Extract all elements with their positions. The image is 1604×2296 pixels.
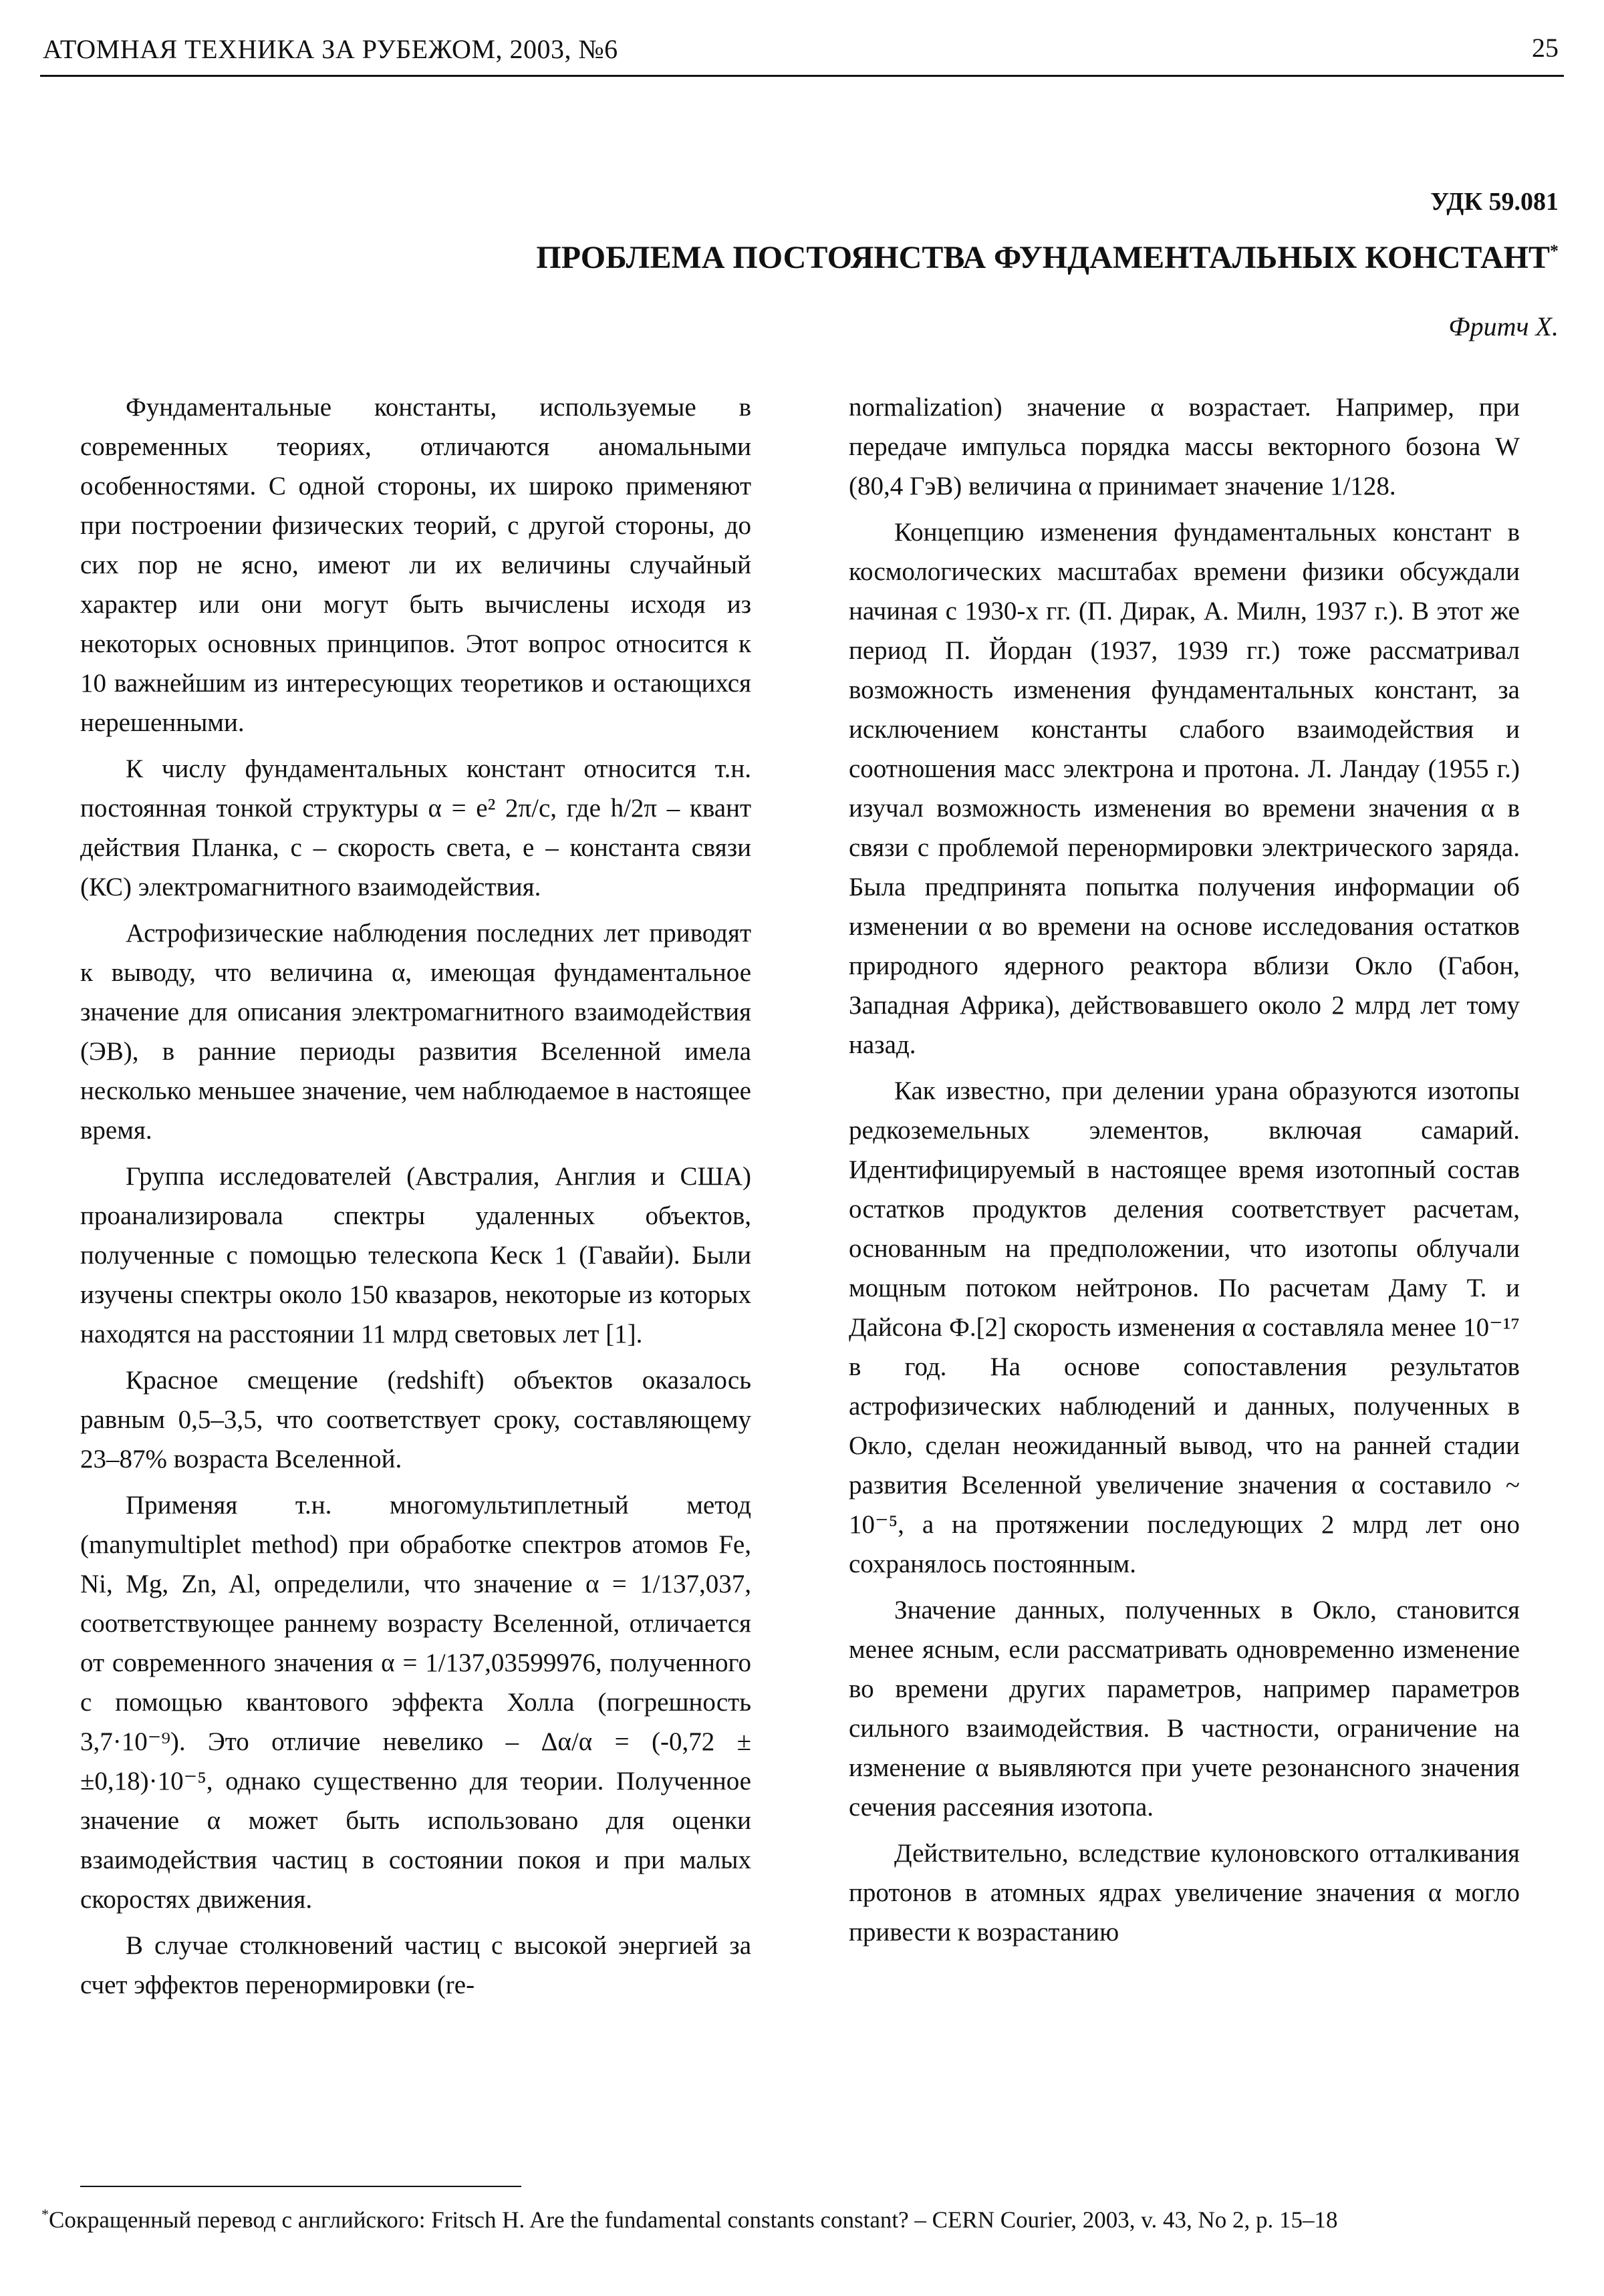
footnote [41,2198,1539,2237]
paragraph: Значение данных, полученных в Окло, становится менее ясным, если рассматривать одновременно изменение во времени других параметров, например параметров сильного взаимодействия. В частности, ограничение на изменение α выявляются при учете резонансного значения сечения рассеяния изотопа. [849,1596,1520,1822]
article-author: Фритч Х. [1448,311,1559,341]
udk-code: УДК 59.081 [1430,188,1559,216]
paragraph: В случае столкновений частиц с высокой энергией за счет эффектов перенормировки (re- [80,1931,751,1999]
paragraph: Применяя т.н. многомультиплетный метод (manymultiplet method) при обработке спектров атомов Fe, Ni, Mg, Zn, Al, определили, что значение α = 1/137,037, соответствующее раннему возрасту Вселенной, отличается от современного значения α = 1/137,03599976, полученного с помощью квантового эффекта Холла (погрешность 3,7·10⁻⁹). Это отличие невелико – Δα/α = (-0,72 ± ±0,18)·10⁻⁵, однако существенно для теории. Полученное значение α может быть использовано для оценки взаимодействия частиц в состоянии покоя и при малых скоростях движения. [80,1491,751,1914]
article-title-text: ПРОБЛЕМА ПОСТОЯНСТВА ФУНДАМЕНТАЛЬНЫХ КОНСТАНТ [536,240,1550,275]
header-divider [40,75,1564,77]
paragraph: normalization) значение α возрастает. Например, при передаче импульса порядка массы векторного бозона W (80,4 ГэВ) величина α принимает значение 1/128. [849,393,1520,500]
right-column [849,388,1520,1959]
paragraph: Концепцию изменения фундаментальных констант в космологических масштабах времени физики обсуждали начиная с 1930-х гг. (П. Дирак, А. Милн, 1937 г.). В этот же период П. Йордан (1937, 1939 гг.) тоже рассматривал возможность изменения фундаментальных констант, за исключением константы слабого взаимодействия и соотношения масс электрона и протона. Л. Ландау (1955 г.) изучал возможность изменения во времени значения α в связи с проблемой перенормировки электрического заряда. Была предпринята попытка получения информации об изменении α во времени на основе исследования остатков природного ядерного реактора вблизи Окло (Габон, Западная Африка), действовавшего около 2 млрд лет тому назад. [849,518,1520,1059]
paragraph: Фундаментальные константы, используемые в современных теориях, отличаются аномальными особенностями. С одной стороны, их широко применяют при построении физических теорий, с другой стороны, до сих пор не ясно, имеют ли их величины случайный характер или они могут быть вычислены исходя из некоторых основных принципов. Этот вопрос относится к 10 важнейшим из интересующих теоретиков и остающихся нерешенными. [80,393,751,737]
footnote-divider [80,2186,521,2187]
paragraph: К числу фундаментальных констант относится т.н. постоянная тонкой структуры α = e² 2π/c, где h/2π – квант действия Планка, c – скорость света, e – константа связи (КС) электромагнитного взаимодействия. [80,754,751,901]
title-footnote-mark: * [1550,241,1559,261]
paragraph: Действительно, вследствие кулоновского отталкивания протонов в атомных ядрах увеличение значения α могло привести к возрастанию [849,1839,1520,1947]
page-number: 25 [1532,33,1559,63]
paragraph: Как известно, при делении урана образуются изотопы редкоземельных элементов, включая самарий. Идентифицируемый в настоящее время изотопный состав остатков продуктов деления соответствует расчетам, основанным на предположении, что изотопы облучали мощным потоком нейтронов. По расчетам Даму Т. и Дайсона Ф.[2] скорость изменения α составляла менее 10⁻¹⁷ в год. На основе сопоставления результатов астрофизических наблюдений и данных, полученных в Окло, сделан неожиданный вывод, что на ранней стадии развития Вселенной увеличение значения α составило ~ 10⁻⁵, а на протяжении последующих 2 млрд лет оно сохранялось постоянным. [849,1077,1520,1578]
paragraph: Красное смещение (redshift) объектов оказалось равным 0,5–3,5, что соответствует сроку, составляющему 23–87% возраста Вселенной. [80,1366,751,1473]
footnote-mark: * [41,2206,49,2222]
article-title [536,239,1559,276]
paragraph: Группа исследователей (Австралия, Англия и США) проанализировала спектры удаленных объектов, полученные с помощью телескопа Кеск 1 (Гавайи). Были изучены спектры около 150 квазаров, некоторые из которых находятся на расстоянии 11 млрд световых лет [1]. [80,1162,751,1348]
left-column [80,388,751,2011]
journal-title: АТОМНАЯ ТЕХНИКА ЗА РУБЕЖОМ, 2003, №6 [43,34,618,64]
footnote-text: Сокращенный перевод с английского: Fritsch H. Are the fundamental constants constant? – CERN Courier, 2003, v. 43, No 2, p. 15–18 [49,2206,1338,2233]
paragraph: Астрофизические наблюдения последних лет приводят к выводу, что величина α, имеющая фундаментальное значение для описания электромагнитного взаимодействия (ЭВ), в ранние периоды развития Вселенной имела несколько меньшее значение, чем наблюдаемое в настоящее время. [80,919,751,1145]
